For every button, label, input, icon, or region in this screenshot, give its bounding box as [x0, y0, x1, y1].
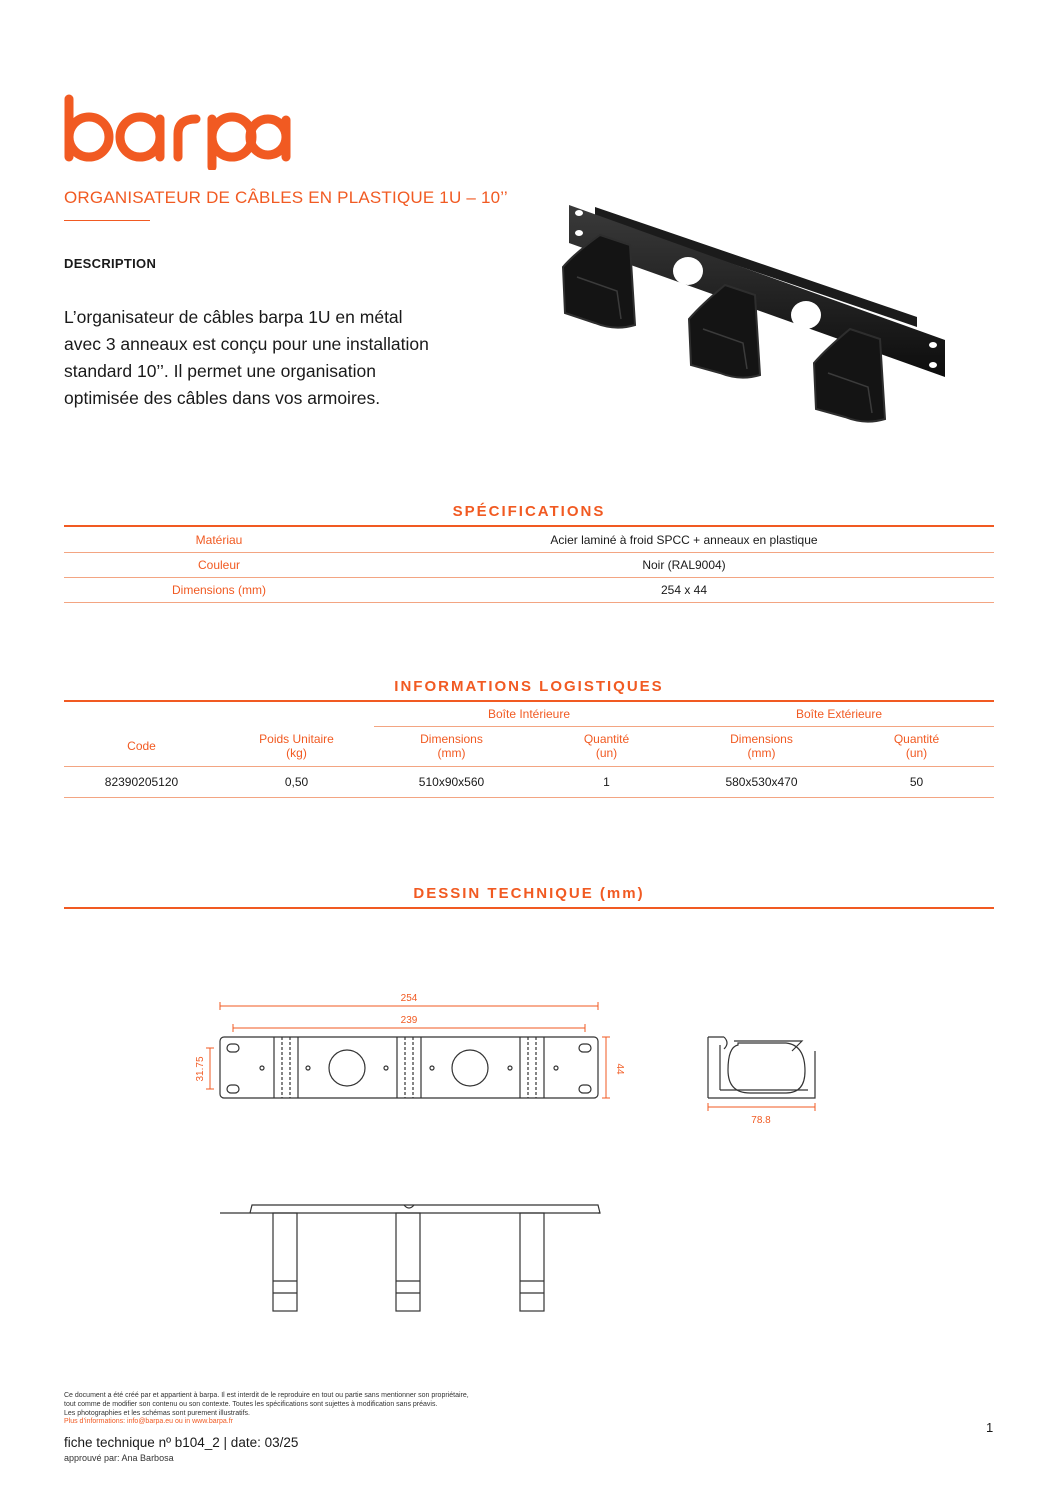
approved-by: approuvé par: Ana Barbosa: [64, 1453, 174, 1463]
contact-line: Plus d’informations: info@barpa.eu ou in www.barpa.fr: [64, 1418, 233, 1426]
legal-line: Les photographies et les schémas sont purement illustratifs.: [64, 1409, 250, 1417]
description-heading: DESCRIPTION: [64, 256, 157, 271]
cell-outer-dimensions: 580x530x470: [684, 766, 839, 797]
spec-label: Dimensions (mm): [64, 578, 374, 603]
description-line: standard 10’’. Il permet une organisation: [64, 361, 376, 381]
drawing-rule: [64, 907, 994, 909]
technical-drawing: [190, 985, 850, 1325]
description-line: optimisée des câbles dans vos armoires.: [64, 388, 381, 408]
description-text: [64, 304, 484, 412]
group-outer-box: Boîte Extérieure: [684, 702, 994, 726]
spec-label: Couleur: [64, 553, 374, 578]
dimension-depth: 78.8: [751, 1115, 771, 1126]
col-header: Poids Unitaire (kg): [219, 726, 374, 766]
table-row: [64, 766, 994, 797]
logistics-title: INFORMATIONS LOGISTIQUES: [394, 678, 664, 695]
cell-code: 82390205120: [64, 766, 219, 797]
group-inner-box: Boîte Intérieure: [374, 702, 684, 726]
dimension-hole-width: 239: [400, 1015, 418, 1026]
legal-line: Ce document a été créé par et appartient à barpa. Il est interdit de le reproduire en tout ou partie sans mentionner son propriétaire,: [64, 1392, 469, 1399]
spec-label: Matériau: [64, 528, 374, 553]
logistics-table: [64, 702, 994, 798]
drawing-title: DESSIN TECHNIQUE (mm): [413, 885, 645, 902]
product-title: ORGANISATEUR DE CÂBLES EN PLASTIQUE 1U – 10’’: [64, 188, 508, 207]
col-header: Quantité (un): [529, 726, 684, 766]
product-photo: [555, 195, 955, 440]
table-row: [64, 553, 994, 578]
dimension-height: 44: [614, 1063, 625, 1075]
table-row: [64, 528, 994, 553]
title-underline: [64, 220, 150, 221]
spec-value: Acier laminé à froid SPCC + anneaux en plastique: [374, 528, 994, 553]
barpa-logo: [62, 94, 292, 170]
cell-weight: 0,50: [219, 766, 374, 797]
dimension-overall-width: 254: [400, 993, 418, 1004]
sheet-reference: fiche technique nº b104_2 | date: 03/25: [64, 1435, 299, 1450]
description-line: L’organisateur de câbles barpa 1U en métal: [64, 307, 403, 327]
table-row: [64, 578, 994, 603]
col-header: Quantité (un): [839, 726, 994, 766]
table-row: [64, 726, 994, 766]
specifications-table: [64, 528, 994, 603]
specifications-rule: [64, 525, 994, 527]
description-line: avec 3 anneaux est conçu pour une installation: [64, 334, 429, 354]
legal-line: tout comme de modifier son contenu ou son contexte. Toutes les spécifications sont sujettes à modification sans préavis.: [64, 1400, 438, 1408]
table-row: [64, 702, 994, 726]
spec-value: 254 x 44: [374, 578, 994, 603]
footer-legal: [64, 1392, 534, 1427]
specifications-title: SPÉCIFICATIONS: [452, 503, 606, 520]
cell-outer-quantity: 50: [839, 766, 994, 797]
page-number: 1: [986, 1420, 994, 1435]
col-header: Dimensions (mm): [374, 726, 529, 766]
col-header: Code: [64, 726, 219, 766]
dimension-hole-spacing: 31.75: [195, 1056, 206, 1082]
spec-value: Noir (RAL9004): [374, 553, 994, 578]
cell-inner-quantity: 1: [529, 766, 684, 797]
cell-inner-dimensions: 510x90x560: [374, 766, 529, 797]
col-header: Dimensions (mm): [684, 726, 839, 766]
